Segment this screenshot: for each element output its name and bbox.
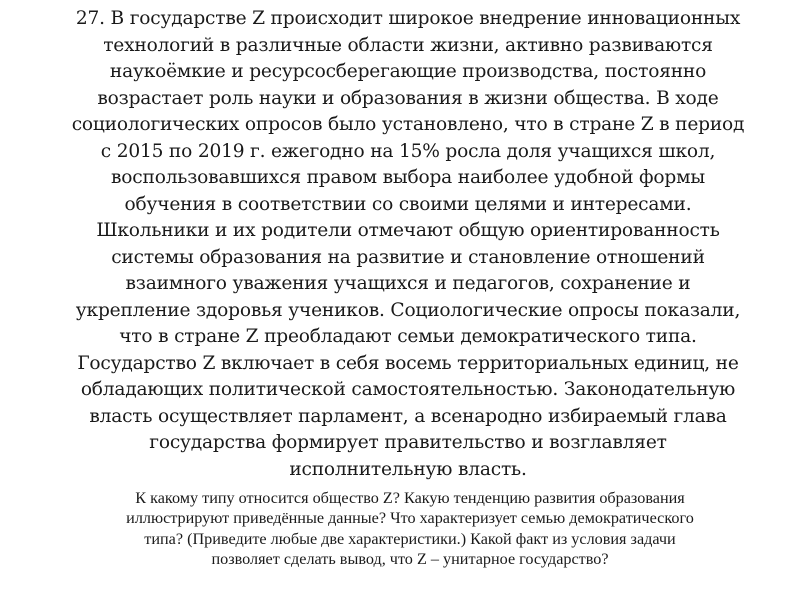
question-line: К какому типу относится общество Z? Какую тенденцию развития образования [135, 489, 685, 507]
task-line: социологических опросов было установлено, что в стране Z в период [71, 114, 745, 135]
task-line: государства формирует правительство и возглавляет [149, 432, 667, 453]
task-line: 27. В государстве Z происходит широкое внедрение инновационных [75, 8, 741, 29]
task-line: Государство Z включает в себя восемь территориальных единиц, не [77, 352, 739, 374]
task-line: укрепление здоровья учеников. Социологические опросы показали, [75, 299, 741, 321]
task-line: обладающих политической самостоятельностью. Законодательную [80, 379, 736, 400]
task-text [38, 6, 778, 483]
task-line: Школьники и их родители отмечают общую ориентированность [96, 220, 720, 241]
task-line: взаимного уважения учащихся и педагогов, сохранение и [125, 273, 691, 294]
task-line: системы образования на развитие и становление отношений [111, 246, 705, 268]
question-line: иллюстрируют приведённые данные? Что характеризует семью демократического [126, 509, 694, 528]
task-line: исполнительную власть. [289, 458, 527, 480]
task-line: наукоёмкие и ресурсосберегающие производства, постоянно [109, 61, 707, 82]
question-line: типа? (Приведите любые две характеристики.) Какой факт из условия задачи [144, 529, 676, 548]
task-line: с 2015 по 2019 г. ежегодно на 15% росла доля учащихся школ, [100, 140, 716, 162]
task-line: обучения в соответствии со своими целями и интересами. [124, 193, 692, 215]
task-line: власть осуществляет парламент, а всенародно избираемый глава [89, 405, 727, 427]
question-line: позволяет сделать вывод, что Z – унитарное государство? [211, 549, 609, 568]
task-line: возрастает роль науки и образования в жизни общества. В ходе [97, 87, 719, 109]
task-line: технологий в различные области жизни, активно развиваются [103, 34, 713, 56]
task-line: что в стране Z преобладают семьи демократического типа. [119, 326, 697, 347]
task-line: воспользовавшихся правом выбора наиболее удобной формы [111, 167, 705, 188]
question-text [40, 488, 780, 569]
